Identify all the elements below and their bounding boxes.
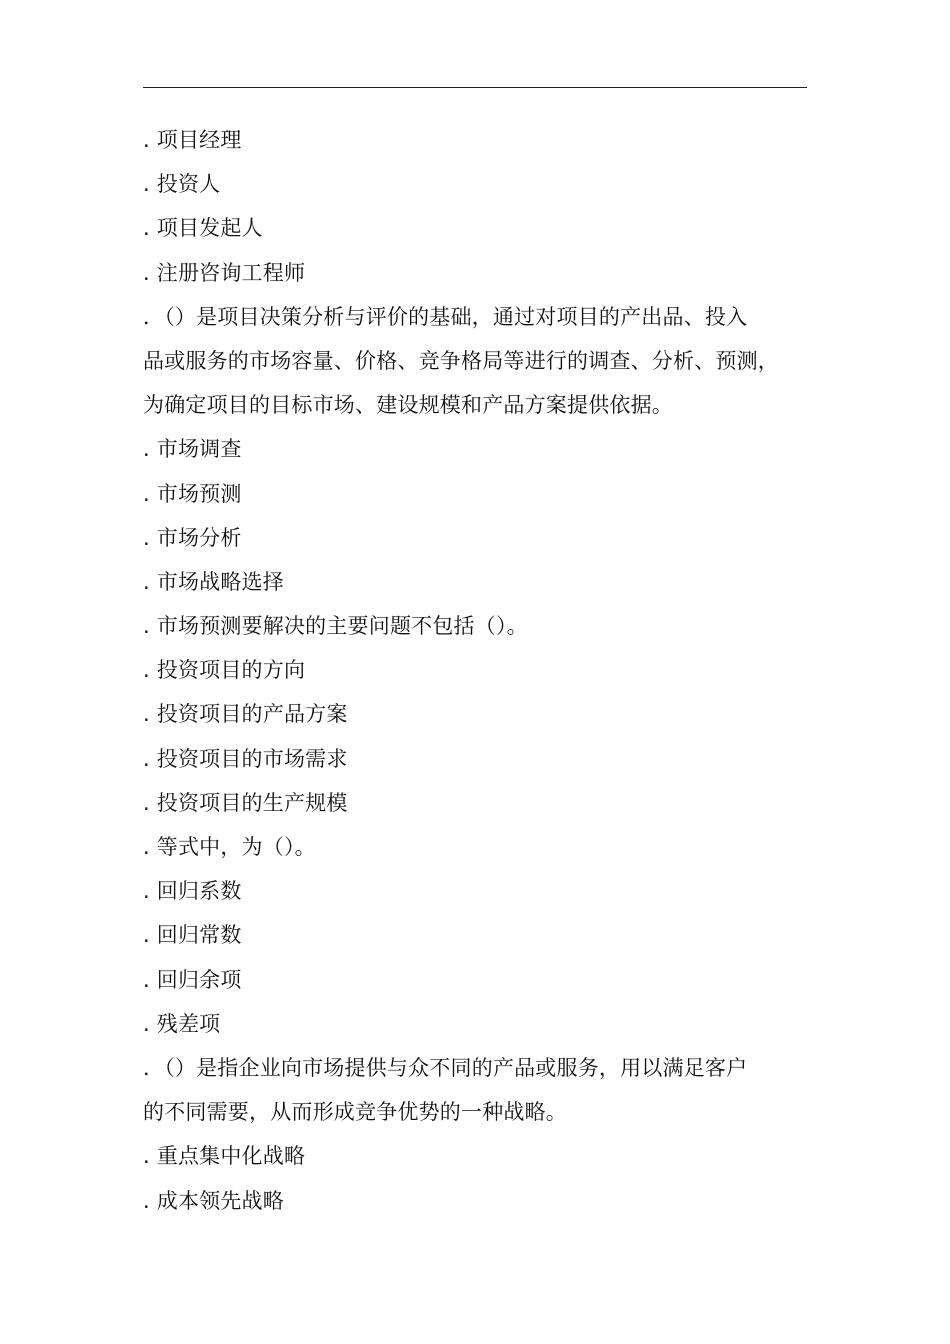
question-line: ．（）是指企业向市场提供与众不同的产品或服务，用以满足客户: [143, 1055, 748, 1080]
option-line: . 投资项目的方向: [143, 658, 306, 683]
option-line: . 市场战略选择: [143, 569, 284, 594]
question-line: 为确定项目的目标市场、建设规模和产品方案提供依据。: [143, 393, 673, 418]
document-body: [143, 118, 823, 1223]
option-line: . 回归常数: [143, 923, 242, 948]
option-line: . 市场预测: [143, 481, 242, 506]
option-line: . 投资项目的产品方案: [143, 702, 348, 727]
header-rule: [143, 87, 807, 88]
option-line: . 成本领先战略: [143, 1188, 284, 1213]
option-line: . 项目经理: [143, 128, 242, 152]
question-line: . 等式中，为（）。: [143, 835, 316, 859]
question-line: 的不同需要，从而形成竞争优势的一种战略。: [143, 1100, 567, 1125]
option-line: . 投资项目的市场需求: [143, 746, 348, 771]
option-line: . 项目发起人: [143, 216, 263, 241]
option-line: . 重点集中化战略: [143, 1144, 306, 1169]
question-line: ．（）是项目决策分析与评价的基础，通过对项目的产出品、投入: [143, 304, 748, 329]
option-line: . 投资项目的生产规模: [143, 790, 348, 815]
option-line: . 注册咨询工程师: [143, 260, 306, 285]
question-line: . 市场预测要解决的主要问题不包括（）。: [143, 614, 528, 639]
question-line: 品或服务的市场容量、价格、竞争格局等进行的调查、分析、预测，: [143, 348, 779, 373]
option-line: . 市场分析: [143, 525, 242, 550]
option-line: . 残差项: [143, 1011, 221, 1036]
option-line: . 市场调查: [143, 437, 242, 462]
option-line: . 回归系数: [143, 879, 242, 904]
option-line: . 投资人: [143, 172, 221, 197]
option-line: . 回归余项: [143, 967, 242, 992]
